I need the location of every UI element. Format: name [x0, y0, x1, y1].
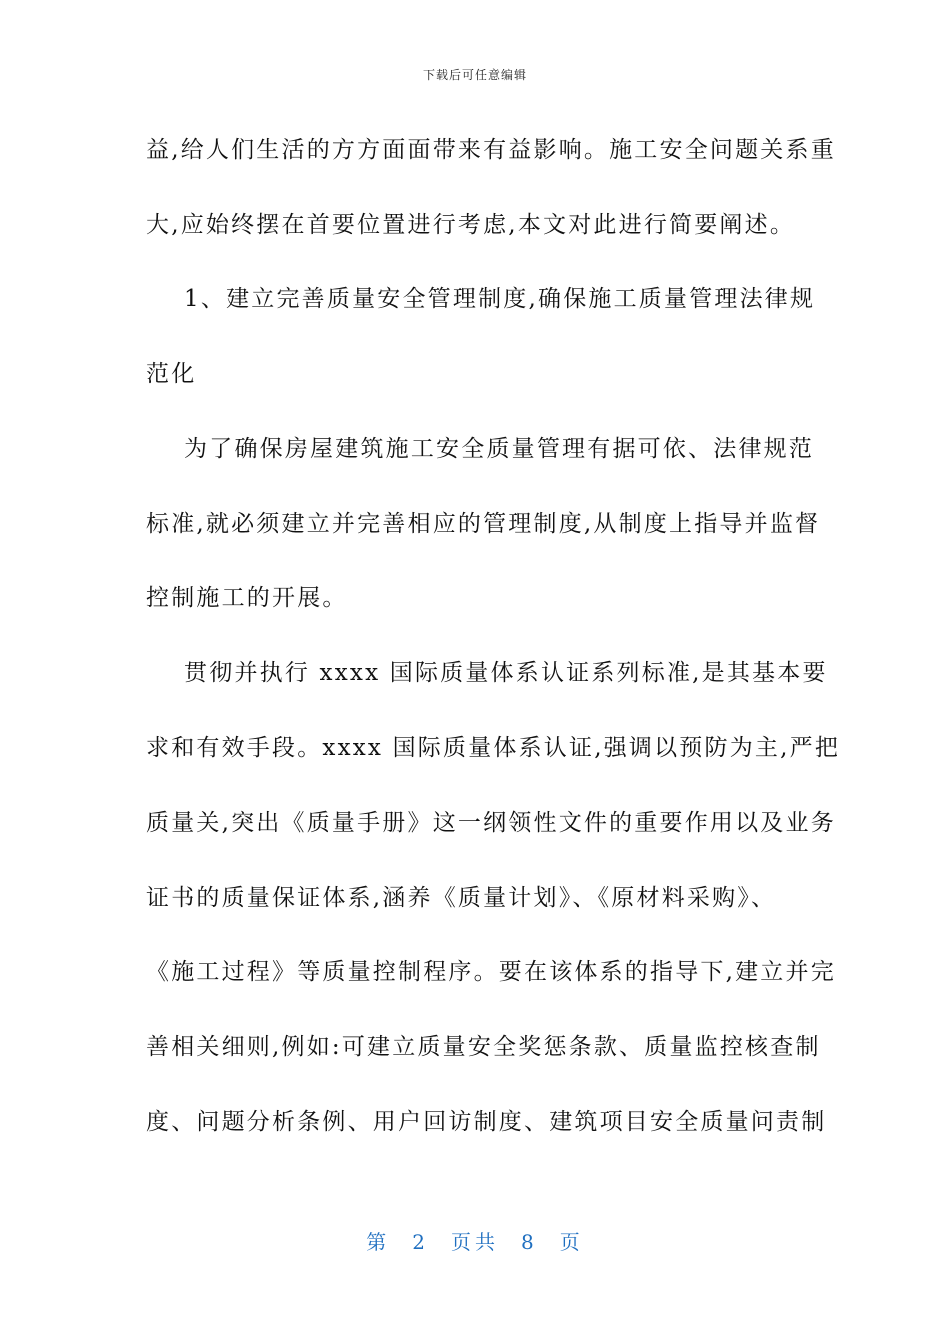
- page-mid: 页共: [451, 1230, 499, 1254]
- body-line-3: 1、建立完善质量安全管理制度,确保施工质量管理法律规: [146, 286, 816, 312]
- body-line-2: 大,应始终摆在首要位置进行考虑,本文对此进行简要阐述。: [146, 212, 796, 238]
- body-line-11: 证书的质量保证体系,涵养《质量计划》、《原材料采购》、: [146, 885, 777, 911]
- body-line-7: 控制施工的开展。: [146, 585, 348, 611]
- body-line-13: 善相关细则,例如:可建立质量安全奖惩条款、质量监控核查制: [146, 1034, 821, 1060]
- page-suffix: 页: [559, 1230, 584, 1254]
- body-line-6: 标准,就必须建立并完善相应的管理制度,从制度上指导并监督: [146, 511, 821, 537]
- body-line-14: 度、问题分析条例、用户回访制度、建筑项目安全质量问责制: [146, 1109, 827, 1135]
- body-line-9: 求和有效手段。xxxx 国际质量体系认证,强调以预防为主,严把: [146, 735, 841, 761]
- body-line-1: 益,给人们生活的方方面面带来有益影响。施工安全问题关系重: [146, 137, 836, 163]
- body-line-8: 贯彻并执行 xxxx 国际质量体系认证系列标准,是其基本要: [146, 660, 828, 686]
- body-line-10: 质量关,突出《质量手册》这一纲领性文件的重要作用以及业务: [146, 810, 836, 836]
- body-line-12: 《施工过程》等质量控制程序。要在该体系的指导下,建立并完: [146, 959, 836, 985]
- page-prefix: 第: [366, 1230, 391, 1254]
- body-line-4: 范化: [146, 361, 197, 387]
- body-line-5: 为了确保房屋建筑施工安全质量管理有据可依、法律规范: [146, 436, 815, 462]
- page-header: 下载后可任意编辑: [422, 68, 527, 82]
- page-number: 2: [412, 1230, 429, 1254]
- page-footer: [0, 1226, 950, 1255]
- total-pages: 8: [521, 1230, 538, 1254]
